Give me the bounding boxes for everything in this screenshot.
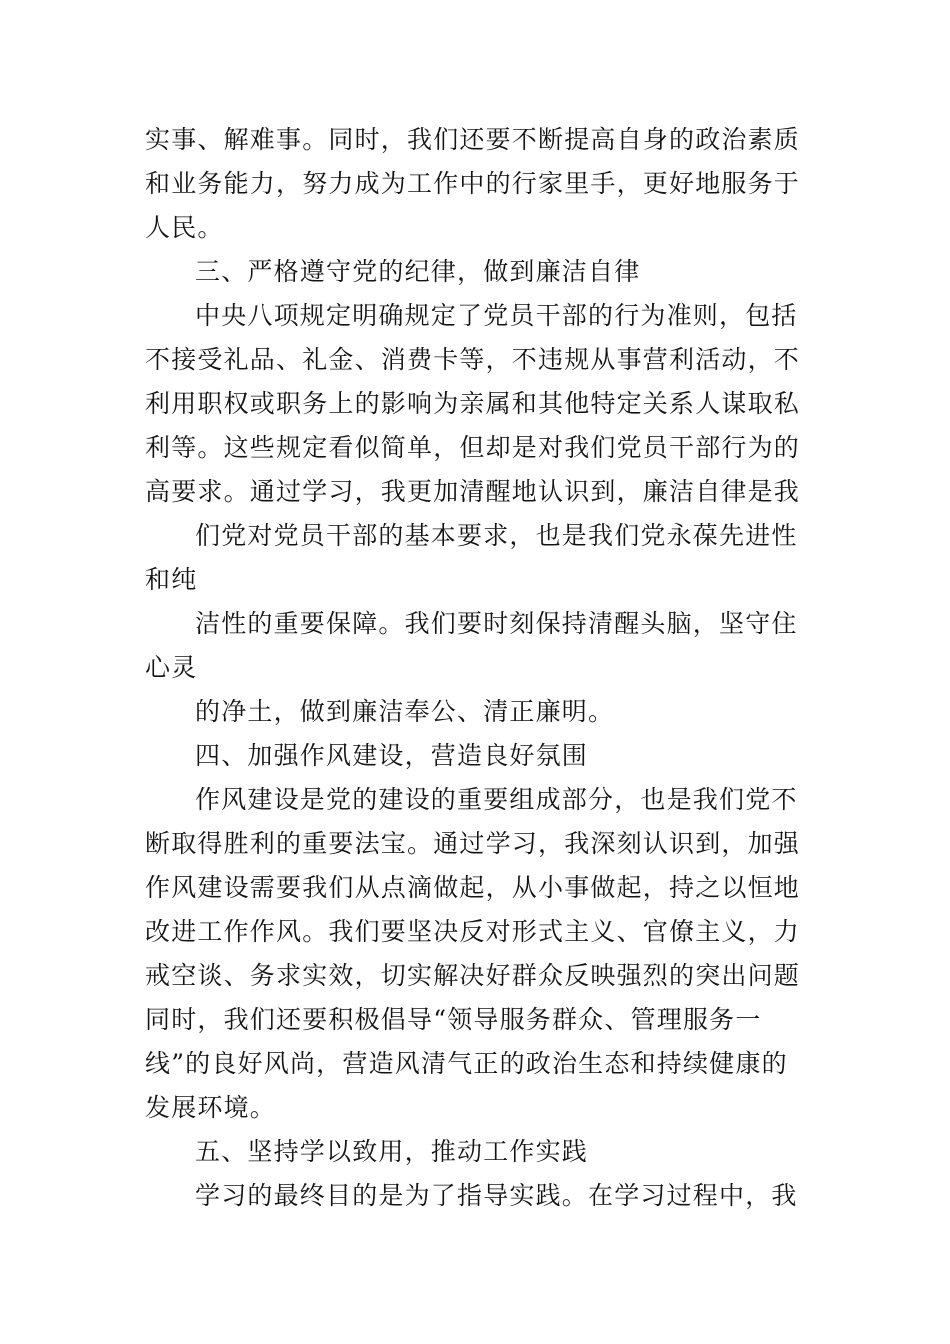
section-heading: 四、加强作风建设，营造良好氛围 xyxy=(195,741,589,770)
text-line: 利用职权或职务上的影响为亲属和其他特定关系人谋取私 xyxy=(145,389,801,418)
text-line: 作风建设需要我们从点滴做起，从小事做起，持之以恒地 xyxy=(145,873,801,902)
text-line: 人民。 xyxy=(145,213,224,242)
text-line: 发展环境。 xyxy=(145,1093,277,1122)
text-line: 线”的良好风尚，营造风清气正的政治生态和持续健康的 xyxy=(145,1049,788,1078)
text-line: 同时，我们还要积极倡导“领导服务群众、管理服务一 xyxy=(145,1005,762,1034)
text-line: 们党对党员干部的基本要求，也是我们党永葆先进性 xyxy=(195,521,798,550)
text-line: 实事、解难事。同时，我们还要不断提高自身的政治素质 xyxy=(145,125,801,154)
text-line: 作风建设是党的建设的重要组成部分，也是我们党不 xyxy=(195,785,798,814)
text-line: 改进工作作风。我们要坚决反对形式主义、官僚主义，力 xyxy=(145,917,801,946)
text-line: 学习的最终目的是为了指导实践。在学习过程中，我 xyxy=(195,1181,798,1210)
section-heading: 五、坚持学以致用，推动工作实践 xyxy=(195,1137,589,1166)
text-line: 戒空谈、务求实效，切实解决好群众反映强烈的突出问题 xyxy=(145,961,801,990)
text-line: 洁性的重要保障。我们要时刻保持清醒头脑，坚守住 xyxy=(195,609,798,638)
text-line: 心灵 xyxy=(145,653,198,682)
text-line: 和业务能力，努力成为工作中的行家里手，更好地服务于 xyxy=(145,169,801,198)
text-line: 中央八项规定明确规定了党员干部的行为准则，包括 xyxy=(195,301,798,330)
text-line: 高要求。通过学习，我更加清醒地认识到，廉洁自律是我 xyxy=(145,477,801,506)
text-line: 的净土，做到廉洁奉公、清正廉明。 xyxy=(195,697,615,726)
section-heading: 三、严格遵守党的纪律，做到廉洁自律 xyxy=(195,257,641,286)
text-line: 断取得胜利的重要法宝。通过学习，我深刻认识到，加强 xyxy=(145,829,801,858)
text-line: 利等。这些规定看似简单，但却是对我们党员干部行为的 xyxy=(145,433,801,462)
text-line: 和纯 xyxy=(145,565,198,594)
text-line: 不接受礼品、礼金、消费卡等，不违规从事营利活动，不 xyxy=(145,345,801,374)
